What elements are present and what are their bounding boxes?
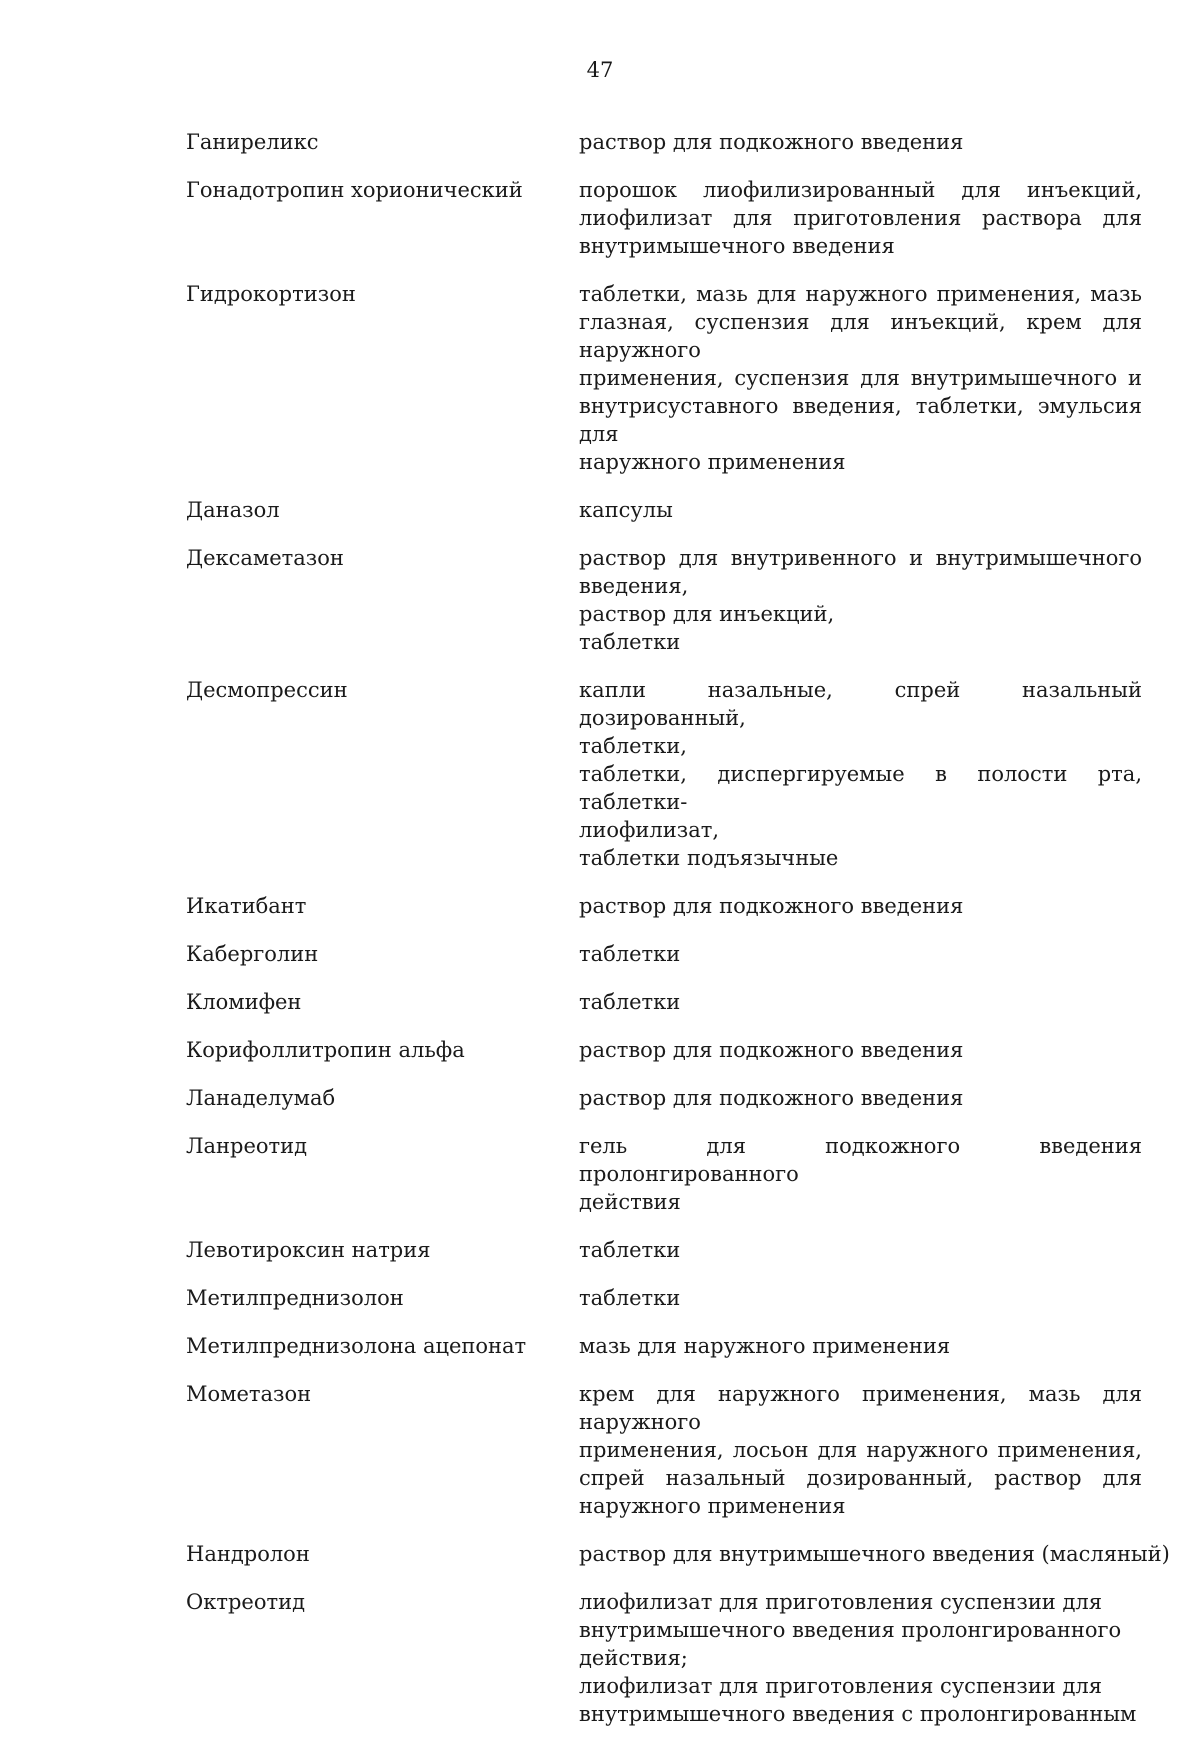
drug-name: Икатибант bbox=[186, 894, 307, 918]
dosage-forms bbox=[579, 176, 1142, 260]
dosage-form-line: порошок лиофилизированный для инъекций, bbox=[579, 178, 1142, 202]
drug-name: Ланаделумаб bbox=[186, 1086, 336, 1110]
dosage-forms bbox=[579, 892, 1142, 920]
dosage-forms bbox=[579, 280, 1142, 476]
dosage-forms bbox=[579, 128, 1142, 156]
dosage-form-line: таблетки bbox=[579, 1286, 681, 1310]
table-row bbox=[186, 940, 1142, 968]
dosage-forms bbox=[579, 496, 1142, 524]
drug-name: Гонадотропин хорионический bbox=[186, 178, 523, 202]
dosage-form-line: капсулы bbox=[579, 498, 673, 522]
table-row bbox=[186, 1036, 1142, 1064]
drug-name: Ганиреликс bbox=[186, 130, 319, 154]
table-row bbox=[186, 496, 1142, 524]
drug-name: Метилпреднизолон bbox=[186, 1286, 404, 1310]
dosage-form-line: таблетки bbox=[579, 990, 681, 1014]
dosage-form-line: глазная, суспензия для инъекций, крем для наружного bbox=[579, 310, 1142, 362]
table-row bbox=[186, 676, 1142, 872]
dosage-forms bbox=[579, 940, 1142, 968]
dosage-form-line: раствор для внутривенного и внутримышечного bbox=[579, 546, 1142, 570]
drug-name: Ланреотид bbox=[186, 1134, 308, 1158]
drug-forms-table bbox=[186, 128, 1170, 1748]
dosage-form-line: внутримышечного введения пролонгированного bbox=[579, 1618, 1122, 1642]
dosage-form-line: таблетки bbox=[579, 630, 681, 654]
dosage-form-line: наружного применения bbox=[579, 450, 846, 474]
dosage-form-line: применения, лосьон для наружного применения, bbox=[579, 1438, 1142, 1462]
table-row bbox=[186, 1588, 1142, 1728]
dosage-form-line: действия bbox=[579, 1190, 681, 1214]
dosage-form-line: гель для подкожного введения пролонгированного bbox=[579, 1134, 1142, 1186]
table-row bbox=[186, 1332, 1142, 1360]
drug-name: Левотироксин натрия bbox=[186, 1238, 431, 1262]
table-row bbox=[186, 176, 1142, 260]
drug-name: Каберголин bbox=[186, 942, 319, 966]
dosage-form-line: лиофилизат для приготовления раствора для bbox=[579, 206, 1142, 230]
table-row bbox=[186, 892, 1142, 920]
dosage-form-line: спрей назальный дозированный, раствор для bbox=[579, 1466, 1142, 1490]
dosage-forms bbox=[579, 1588, 1142, 1728]
drug-name: Мометазон bbox=[186, 1382, 312, 1406]
table-row bbox=[186, 544, 1142, 656]
dosage-forms bbox=[579, 1540, 1170, 1568]
dosage-form-line: раствор для инъекций, bbox=[579, 602, 835, 626]
drug-name: Нандролон bbox=[186, 1542, 310, 1566]
table-row bbox=[186, 1284, 1142, 1312]
table-row bbox=[186, 1132, 1142, 1216]
drug-name: Октреотид bbox=[186, 1590, 306, 1614]
dosage-form-line: внутрисуставного введения, таблетки, эмульсия для bbox=[579, 394, 1142, 446]
table-row bbox=[186, 1084, 1142, 1112]
dosage-forms bbox=[579, 676, 1142, 872]
dosage-form-line: внутримышечного введения с пролонгированным bbox=[579, 1702, 1137, 1726]
drug-name: Дексаметазон bbox=[186, 546, 344, 570]
dosage-forms bbox=[579, 1036, 1142, 1064]
table-row bbox=[186, 128, 1142, 156]
dosage-form-line: капли назальные, спрей назальный дозированный, bbox=[579, 678, 1142, 730]
drug-name: Гидрокортизон bbox=[186, 282, 356, 306]
dosage-form-line: внутримышечного введения bbox=[579, 234, 895, 258]
dosage-forms bbox=[579, 1236, 1142, 1264]
dosage-form-line: применения, суспензия для внутримышечного и bbox=[579, 366, 1142, 390]
dosage-forms bbox=[579, 1084, 1142, 1112]
dosage-forms bbox=[579, 1132, 1142, 1216]
drug-name: Даназол bbox=[186, 498, 280, 522]
dosage-forms bbox=[579, 1332, 1142, 1360]
dosage-form-line: раствор для подкожного введения bbox=[579, 130, 964, 154]
dosage-forms bbox=[579, 988, 1142, 1016]
dosage-form-line: таблетки bbox=[579, 1238, 681, 1262]
dosage-form-line: раствор для внутримышечного введения (масляный) bbox=[579, 1542, 1170, 1566]
drug-name: Десмопрессин bbox=[186, 678, 348, 702]
dosage-form-line: наружного применения bbox=[579, 1494, 846, 1518]
drug-name: Кломифен bbox=[186, 990, 302, 1014]
dosage-form-line: крем для наружного применения, мазь для наружного bbox=[579, 1382, 1142, 1434]
dosage-form-line: таблетки bbox=[579, 942, 681, 966]
dosage-forms bbox=[579, 544, 1142, 656]
table-row bbox=[186, 1380, 1142, 1520]
dosage-form-line: мазь для наружного применения bbox=[579, 1334, 951, 1358]
drug-name: Корифоллитропин альфа bbox=[186, 1038, 465, 1062]
dosage-form-line: раствор для подкожного введения bbox=[579, 894, 964, 918]
page-number: 47 bbox=[586, 58, 614, 82]
dosage-form-line: таблетки, диспергируемые в полости рта, таблетки- bbox=[579, 762, 1142, 814]
dosage-form-line: таблетки, bbox=[579, 734, 687, 758]
dosage-form-line: лиофилизат, bbox=[579, 818, 720, 842]
dosage-form-line: таблетки подъязычные bbox=[579, 846, 839, 870]
table-row bbox=[186, 280, 1142, 476]
dosage-form-line: раствор для подкожного введения bbox=[579, 1086, 964, 1110]
dosage-form-line: таблетки, мазь для наружного применения, мазь bbox=[579, 282, 1142, 306]
dosage-form-line: лиофилизат для приготовления суспензии для bbox=[579, 1590, 1103, 1614]
dosage-forms bbox=[579, 1380, 1142, 1520]
dosage-form-line: лиофилизат для приготовления суспензии для bbox=[579, 1674, 1103, 1698]
dosage-form-line: действия; bbox=[579, 1646, 688, 1670]
table-row bbox=[186, 988, 1142, 1016]
dosage-forms bbox=[579, 1284, 1142, 1312]
table-row bbox=[186, 1236, 1142, 1264]
drug-name: Метилпреднизолона ацепонат bbox=[186, 1334, 527, 1358]
table-row bbox=[186, 1540, 1170, 1568]
dosage-form-line: введения, bbox=[579, 574, 689, 598]
dosage-form-line: раствор для подкожного введения bbox=[579, 1038, 964, 1062]
